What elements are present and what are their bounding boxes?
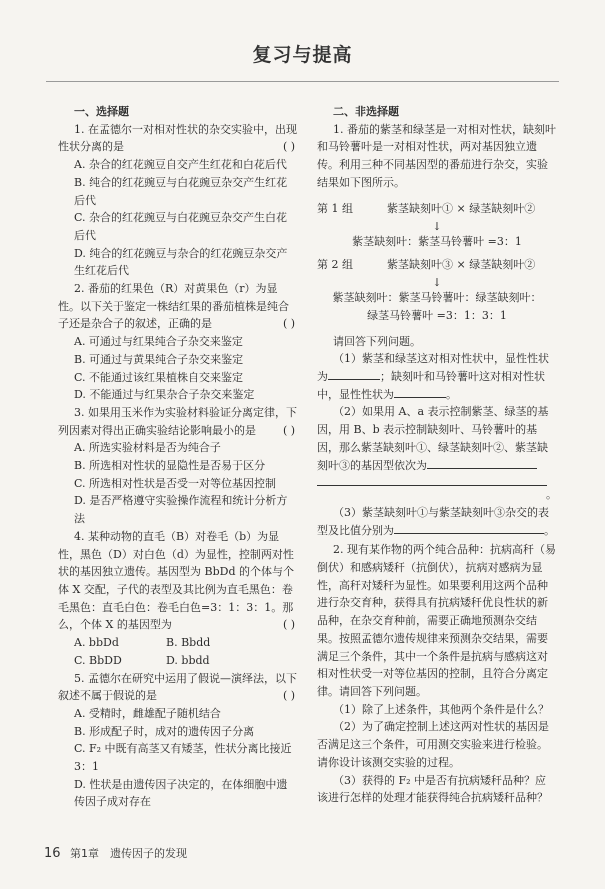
answer-paren: ( )	[282, 317, 296, 331]
question-2	[317, 541, 557, 807]
question-4	[58, 528, 298, 670]
sub-question-1b: ；缺刻叶和马铃薯叶这对相对性状中，显性性状为	[317, 370, 545, 401]
question-3	[58, 404, 298, 528]
option-a: A. 杂合的红花豌豆自交产生红花和白花后代	[74, 158, 287, 172]
answer-paren: ( )	[282, 618, 296, 632]
answer-blank[interactable]	[427, 457, 537, 469]
option-c: C. F₂ 中既有高茎又有矮茎，性状分离比接近 3：1	[74, 742, 292, 774]
page-footer	[44, 845, 187, 861]
sub-question-1c: 。	[446, 387, 457, 401]
section-heading-choice: 一、选择题	[74, 105, 129, 118]
group-1-cross: 紫茎缺刻叶① × 绿茎缺刻叶②	[387, 201, 536, 215]
option-d: D. 性状是由遗传因子决定的，在体细胞中遗传因子成对存在	[74, 777, 288, 809]
answer-paren: ( )	[282, 689, 296, 703]
option-d: D. bbdd	[166, 653, 210, 667]
option-d: D. 纯合的红花豌豆与杂合的红花豌豆杂交产生红花后代	[74, 246, 288, 278]
option-b: B. 形成配子时，成对的遗传因子分离	[74, 724, 255, 738]
option-d: D. 不能通过与红果杂合子杂交来鉴定	[74, 388, 255, 402]
option-c: C. 不能通过该红果植株自交来鉴定	[74, 370, 244, 384]
group-2-result-line-2: 绿茎马铃薯叶 =3：1：3：1	[367, 308, 507, 322]
question-stem: 3. 如果用玉米作为实验材料验证分离定律，下列因素对得出正确实验结论影响最小的是	[58, 405, 297, 437]
question-stem: 1. 在孟德尔一对相对性状的杂交实验中，出现性状分离的是	[58, 122, 297, 154]
option-b: B. Bbdd	[166, 636, 211, 650]
prompt-text: 请回答下列问题。	[333, 334, 421, 348]
sub-question-3: （3）紫茎缺刻叶①与紫茎缺刻叶③杂交的表型及比值分别为	[317, 505, 549, 537]
sub-question-2-end: 。	[546, 488, 557, 502]
arrow-icon: ↓	[432, 219, 442, 233]
option-b: B. 所选相对性状的显隐性是否易于区分	[74, 459, 266, 473]
sub-question-1a: （1）紫茎和绿茎这对相对性状中，显性性状为	[317, 352, 549, 384]
option-b: B. 可通过与黄果纯合子杂交来鉴定	[74, 352, 244, 366]
answer-blank[interactable]	[328, 368, 380, 380]
group-2-cross: 紫茎缺刻叶③ × 绿茎缺刻叶②	[387, 258, 536, 272]
option-d: D. 是否严格遵守实验操作流程和统计分析方法	[74, 494, 288, 526]
option-c: C. 杂合的红花豌豆与白花豌豆杂交产生白花后代	[74, 211, 288, 242]
title-divider	[46, 81, 559, 82]
group-1-label: 第 1 组	[317, 201, 353, 215]
question-2	[58, 280, 298, 404]
option-a: A. 可通过与红果纯合子杂交来鉴定	[74, 335, 243, 349]
left-column	[58, 103, 298, 811]
sub-question-3: （3）获得的 F₂ 中是否有抗病矮秆品种？应该进行怎样的处理才能获得纯合抗病矮秆品种？	[317, 773, 548, 805]
page-number: 16	[44, 846, 61, 861]
option-a: A. 所选实验材料是否为纯合子	[74, 441, 221, 455]
question-stem: 1. 番茄的紫茎和绿茎是一对相对性状，缺刻叶和马铃薯叶是一对相对性状，两对基因独立遗传。利用三种不同基因型的番茄进行杂交，实验结果如下图所示。	[317, 122, 556, 189]
section-heading-open: 二、非选择题	[333, 105, 399, 118]
option-a: A. 受精时，雌雄配子随机结合	[74, 706, 221, 720]
question-stem: 4. 某种动物的直毛（B）对卷毛（b）为显性，黑色（D）对白色（d）为显性，控制两对性状的基因独立遗传。基因型为 BbDd 的个体与个体 X 交配，子代的表型及其比例为直毛黑色：卷毛黑色：直毛白色：卷毛白色=3：1：3：1。那么，个体 X 的基因型为	[58, 529, 294, 632]
option-c: C. BbDD	[74, 653, 122, 667]
chapter-title: 第1章 遗传因子的发现	[70, 847, 188, 860]
sub-question-2: （2）为了确定控制上述这两对性状的基因是否满足这三个条件，可用测交实验来进行检验。请你设计该测交实验的过程。	[317, 720, 549, 769]
question-5	[58, 670, 298, 812]
arrow-icon: ↓	[432, 276, 442, 290]
answer-paren: ( )	[282, 140, 296, 154]
question-stem: 5. 孟德尔在研究中运用了假说—演绎法，以下叙述不属于假说的是	[58, 671, 297, 703]
option-a: A. bbDd	[74, 636, 119, 650]
page-title: 复习与提高	[252, 44, 353, 66]
question-stem: 2. 番茄的红果色（R）对黄果色（r）为显性。以下关于鉴定一株结红果的番茄植株是纯合子还是杂合子的叙述，正确的是	[58, 282, 289, 331]
sub-question-2: （2）如果用 A、a 表示控制紫茎、绿茎的基因，用 B、b 表示控制缺刻叶、马铃薯叶的基因，那么紫茎缺刻叶①、绿茎缺刻叶②、紫茎缺刻叶③的基因型依次为	[317, 405, 549, 472]
answer-paren: ( )	[282, 423, 296, 437]
group-1-result: 紫茎缺刻叶：紫茎马铃薯叶 =3：1	[352, 234, 522, 248]
option-b: B. 纯合的红花豌豆与白花豌豆杂交产生红花后代	[74, 175, 288, 207]
answer-blank[interactable]	[394, 386, 446, 398]
answer-blank[interactable]	[394, 522, 544, 534]
group-2-label: 第 2 组	[317, 258, 353, 272]
question-1	[317, 121, 557, 540]
sub-question-3-end: 。	[544, 523, 555, 537]
answer-blank[interactable]	[317, 474, 547, 486]
cross-diagram	[317, 200, 557, 325]
option-c: C. 所选相对性状是否受一对等位基因控制	[74, 476, 277, 490]
question-stem: 2. 现有某作物的两个纯合品种：抗病高秆（易倒伏）和感病矮秆（抗倒伏），抗病对感病为显性，高秆对矮秆为显性。如果要利用这两个品种进行杂交育种，获得具有抗病矮秆优良性状的新品种，在杂交育种前，需要正确地预测杂交结果。按照孟德尔遗传规律来预测杂交结果，需要满足三个条件，其中一个条件是抗病与感病这对相对性状受一对等位基因的控制，且符合分离定律。请回答下列问题。	[317, 543, 556, 698]
sub-question-1: （1）除了上述条件，其他两个条件是什么？	[333, 702, 549, 716]
right-column	[317, 103, 557, 807]
question-1	[58, 121, 298, 280]
group-2-result-line-1: 紫茎缺刻叶：紫茎马铃薯叶：绿茎缺刻叶：	[332, 291, 542, 305]
